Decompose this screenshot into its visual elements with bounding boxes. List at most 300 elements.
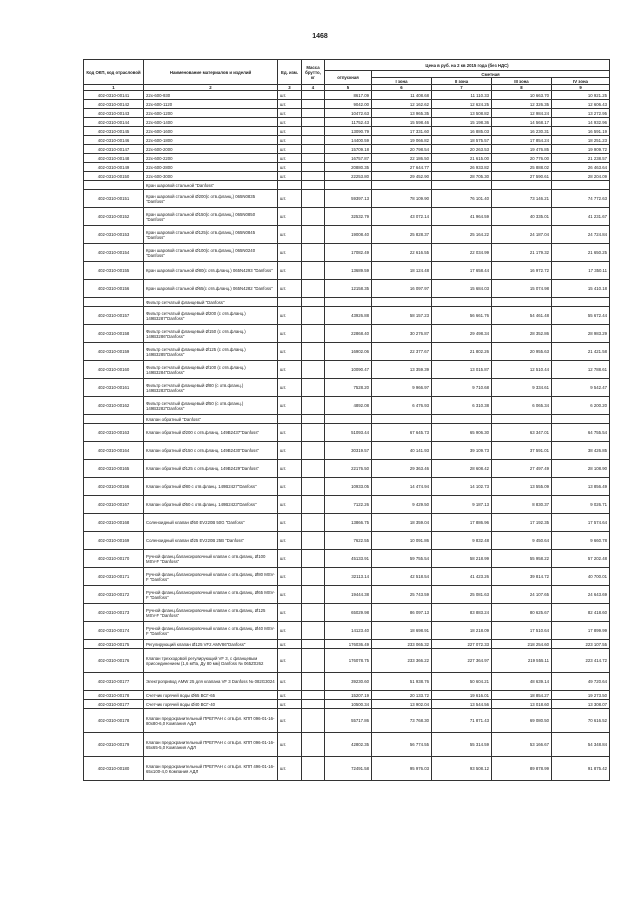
- price-release: 19008.40: [325, 226, 372, 244]
- price-zone3: 19 476.85: [492, 145, 552, 154]
- item-mass: [302, 604, 325, 622]
- empty-cell: [325, 415, 372, 424]
- item-mass: [302, 496, 325, 514]
- item-unit: шт.: [278, 733, 302, 757]
- table-row: [84, 478, 610, 496]
- item-name: Кран шаровой стальной Ø125(с отв.фланц.) 065N0845 "Danfoss": [144, 226, 278, 244]
- item-mass: [302, 118, 325, 127]
- table-row: [84, 691, 610, 700]
- price-zone3: 20 776.00: [492, 154, 552, 163]
- col-index: 1: [84, 85, 144, 91]
- price-zone2: 227 364.97: [432, 649, 492, 673]
- item-name: 22х-600-1200: [144, 109, 278, 118]
- price-release: 22176.50: [325, 460, 372, 478]
- price-zone4: 64 755.54: [552, 424, 610, 442]
- price-zone1: 25 828.37: [372, 226, 432, 244]
- price-zone4: 24 643.69: [552, 586, 610, 604]
- price-zone3: 69 080.50: [492, 709, 552, 733]
- price-zone1: 18 698.91: [372, 622, 432, 640]
- price-zone3: 13 018.60: [492, 700, 552, 709]
- item-unit: шт.: [278, 649, 302, 673]
- price-release: 13689.59: [325, 262, 372, 280]
- header-estimate: Сметная: [372, 71, 610, 78]
- price-zone4: 223 414.72: [552, 649, 610, 673]
- price-zone4: 10 921.25: [552, 91, 610, 100]
- empty-cell: [302, 298, 325, 307]
- table-row: [84, 127, 610, 136]
- item-mass: [302, 361, 325, 379]
- item-mass: [302, 649, 325, 673]
- table-row: [84, 190, 610, 208]
- item-unit: шт.: [278, 163, 302, 172]
- item-unit: шт.: [278, 424, 302, 442]
- price-zone2: 17 886.96: [432, 514, 492, 532]
- price-release: 65029.98: [325, 604, 372, 622]
- item-unit: шт.: [278, 100, 302, 109]
- item-name: Соленоидный клапан Ø50 EV220B 50G "Danfoss": [144, 514, 278, 532]
- price-table-body: [84, 91, 610, 781]
- price-zone3: 53 166.67: [492, 733, 552, 757]
- price-zone2: 17 658.44: [432, 262, 492, 280]
- price-zone1: 78 109.90: [372, 190, 432, 208]
- table-row: [84, 262, 610, 280]
- price-zone3: 12 510.44: [492, 361, 552, 379]
- empty-cell: [325, 298, 372, 307]
- price-release: 16757.87: [325, 154, 372, 163]
- price-zone1: 18 359.04: [372, 514, 432, 532]
- item-code: 402-0310-00149: [84, 163, 144, 172]
- price-release: 10500.34: [325, 700, 372, 709]
- table-row: [84, 604, 610, 622]
- price-release: 176078.75: [325, 649, 372, 673]
- price-zone2: 21 615.00: [432, 154, 492, 163]
- item-unit: шт.: [278, 604, 302, 622]
- price-zone4: 70 616.52: [552, 709, 610, 733]
- item-code: 402-0310-00161: [84, 379, 144, 397]
- price-zone4: 24 724.84: [552, 226, 610, 244]
- price-zone2: 14 102.73: [432, 478, 492, 496]
- price-zone4: 13 856.49: [552, 478, 610, 496]
- price-zone4: 14 932.96: [552, 118, 610, 127]
- item-name: Фильтр сетчатый фланцевый Ø80 (с отв.фланц.) 149В3283"Danfoss": [144, 379, 278, 397]
- price-zone1: 233 366.22: [372, 649, 432, 673]
- item-code: 402-0310-00172: [84, 586, 144, 604]
- price-zone4: 28 204.09: [552, 172, 610, 181]
- price-zone3: 89 878.99: [492, 757, 552, 781]
- price-zone3: 39 814.72: [492, 568, 552, 586]
- price-zone1: 15 598.46: [372, 118, 432, 127]
- header-zone2: II зона: [432, 78, 492, 85]
- item-name: Клапан предохранительный ПРЕГРАН с отв.фл. КПП 496-01-16-65х100-4,0 Компания АДЛ: [144, 757, 278, 781]
- price-zone4: 28 108.90: [552, 460, 610, 478]
- item-name: Фильтр сетчатый фланцевый Ø150 (с отв.фланц.) 149В3286"Danfoss": [144, 325, 278, 343]
- price-zone1: 14 474.94: [372, 478, 432, 496]
- header-name: Наименование материалов и изделий: [144, 60, 278, 85]
- price-release: 22868.40: [325, 325, 372, 343]
- item-unit: шт.: [278, 118, 302, 127]
- price-zone3: 24 187.04: [492, 226, 552, 244]
- item-unit: шт.: [278, 325, 302, 343]
- price-zone2: 16 885.03: [432, 127, 492, 136]
- price-release: 7122.26: [325, 496, 372, 514]
- header-release: отпускная: [325, 71, 372, 85]
- item-mass: [302, 397, 325, 415]
- price-release: 59397.13: [325, 190, 372, 208]
- item-code: 402-0310-00179: [84, 733, 144, 757]
- price-zone2: 11 110.33: [432, 91, 492, 100]
- table-row: [84, 649, 610, 673]
- item-name: Клапан обратный Ø150 с отв.фланц. 149В2430"Danfoss": [144, 442, 278, 460]
- price-zone4: 9 542.47: [552, 379, 610, 397]
- price-zone4: 223 107.55: [552, 640, 610, 649]
- price-release: 4892.08: [325, 397, 372, 415]
- item-name: 22х-600-930: [144, 91, 278, 100]
- price-zone1: 22 616.55: [372, 244, 432, 262]
- section-title: Кран шаровой стальной "Danfoss": [144, 181, 278, 190]
- empty-cell: [372, 415, 432, 424]
- price-release: 8617.09: [325, 91, 372, 100]
- item-name: Ручной фланц.балансировочный клапан с отв.фланц. Ø100 MSV-F "Danfoss": [144, 550, 278, 568]
- section-code-cell: [84, 298, 144, 307]
- item-name: 22х-600-2800: [144, 163, 278, 172]
- price-zone4: 19 273.50: [552, 691, 610, 700]
- price-zone4: 49 720.64: [552, 673, 610, 691]
- price-zone4: 40 700.01: [552, 568, 610, 586]
- price-zone1: 20 133.72: [372, 691, 432, 700]
- price-zone3: 16 972.72: [492, 262, 552, 280]
- price-zone4: 17 899.99: [552, 622, 610, 640]
- item-mass: [302, 673, 325, 691]
- col-index: 9: [552, 85, 610, 91]
- price-zone1: 42 518.54: [372, 568, 432, 586]
- item-code: 402-0310-00157: [84, 307, 144, 325]
- item-unit: шт.: [278, 397, 302, 415]
- item-name: Клапан обратный Ø80 с отв.фланц. 149В2427"Danfoss": [144, 478, 278, 496]
- item-name: Клапан трехходовой регулирующий VF 3, с фланцевым присоединением (1,6 мПа, Ду 80 мм) Danfoss № 065Z0262: [144, 649, 278, 673]
- table-row: [84, 640, 610, 649]
- price-zone2: 25 164.22: [432, 226, 492, 244]
- price-zone1: 233 065.32: [372, 640, 432, 649]
- item-code: 402-0310-00154: [84, 244, 144, 262]
- price-zone2: 18 575.57: [432, 136, 492, 145]
- price-zone1: 11 408.68: [372, 91, 432, 100]
- price-release: 39230.60: [325, 673, 372, 691]
- col-index: 4: [302, 85, 325, 91]
- table-row: [84, 208, 610, 226]
- table-row: [84, 460, 610, 478]
- item-unit: шт.: [278, 136, 302, 145]
- price-zone4: 26 463.64: [552, 163, 610, 172]
- price-zone2: 20 263.53: [432, 145, 492, 154]
- item-name: Кран шаровой стальной Ø65(с отв.фланц.) 065N4282 "Danfoss": [144, 280, 278, 298]
- price-zone1: 18 124.48: [372, 262, 432, 280]
- price-zone3: 6 065.34: [492, 397, 552, 415]
- item-mass: [302, 325, 325, 343]
- price-release: 15207.19: [325, 691, 372, 700]
- price-zone4: 15 410.18: [552, 280, 610, 298]
- price-release: 13866.75: [325, 514, 372, 532]
- table-row: [84, 307, 610, 325]
- item-mass: [302, 127, 325, 136]
- price-release: 10090.47: [325, 361, 372, 379]
- price-zone1: 86 097.13: [372, 604, 432, 622]
- item-unit: шт.: [278, 154, 302, 163]
- item-name: Ручной фланц.балансировочный клапан с отв.фланц. Ø65 MSV-F "Danfoss": [144, 586, 278, 604]
- price-zone1: 27 644.77: [372, 163, 432, 172]
- item-name: Фильтр сетчатый фланцевый Ø200 (с отв.фланц.) 149В3287"Danfoss": [144, 307, 278, 325]
- price-zone1: 25 743.59: [372, 586, 432, 604]
- price-zone2: 15 198.36: [432, 118, 492, 127]
- price-zone4: 55 672.44: [552, 307, 610, 325]
- price-zone2: 93 508.12: [432, 757, 492, 781]
- empty-cell: [432, 181, 492, 190]
- item-mass: [302, 586, 325, 604]
- price-zone1: 30 276.87: [372, 325, 432, 343]
- header-code: Код ОКП, код отрасловой: [84, 60, 144, 85]
- price-release: 14123.40: [325, 622, 372, 640]
- item-mass: [302, 550, 325, 568]
- price-zone4: 21 238.57: [552, 154, 610, 163]
- item-code: 402-0310-00144: [84, 118, 144, 127]
- price-zone2: 41 964.59: [432, 208, 492, 226]
- empty-cell: [552, 415, 610, 424]
- table-row: [84, 136, 610, 145]
- price-zone2: 76 101.40: [432, 190, 492, 208]
- price-zone2: 9 832.48: [432, 532, 492, 550]
- table-row: [84, 586, 610, 604]
- price-zone1: 16 097.97: [372, 280, 432, 298]
- price-zone1: 9 966.97: [372, 379, 432, 397]
- price-release: 16902.06: [325, 343, 372, 361]
- price-release: 45133.91: [325, 550, 372, 568]
- price-zone3: 12 984.24: [492, 109, 552, 118]
- item-unit: шт.: [278, 280, 302, 298]
- price-zone3: 12 326.35: [492, 100, 552, 109]
- item-mass: [302, 568, 325, 586]
- price-zone2: 41 423.26: [432, 568, 492, 586]
- item-name: Клапан обратный Ø50 с отв.фланц. 149В2423"Danfoss": [144, 496, 278, 514]
- empty-cell: [302, 415, 325, 424]
- item-mass: [302, 190, 325, 208]
- price-release: 10472.63: [325, 109, 372, 118]
- col-index: 3: [278, 85, 302, 91]
- item-code: 402-0310-00155: [84, 262, 144, 280]
- price-zone1: 10 091.86: [372, 532, 432, 550]
- price-zone4: 6 200.20: [552, 397, 610, 415]
- item-code: 402-0310-00174: [84, 622, 144, 640]
- table-row: [84, 154, 610, 163]
- item-code: 402-0310-00146: [84, 136, 144, 145]
- table-row: [84, 757, 610, 781]
- empty-cell: [325, 181, 372, 190]
- item-unit: шт.: [278, 496, 302, 514]
- item-unit: шт.: [278, 550, 302, 568]
- price-zone1: 12 162.62: [372, 100, 432, 109]
- price-zone1: 95 976.03: [372, 757, 432, 781]
- price-zone1: 9 429.50: [372, 496, 432, 514]
- item-name: 22х-600-3000: [144, 172, 278, 181]
- price-zone1: 6 476.93: [372, 397, 432, 415]
- item-mass: [302, 172, 325, 181]
- section-title: Клапан обратный "Danfoss": [144, 415, 278, 424]
- price-release: 9042.00: [325, 100, 372, 109]
- price-zone2: 55 314.59: [432, 733, 492, 757]
- item-unit: шт.: [278, 757, 302, 781]
- item-name: Счетчик горячей воды Ø40 ВСГ-40: [144, 700, 278, 709]
- price-release: 32113.14: [325, 568, 372, 586]
- item-unit: шт.: [278, 262, 302, 280]
- table-row: [84, 118, 610, 127]
- price-release: 30319.57: [325, 442, 372, 460]
- item-name: Клапан предохранительный ПРЕГРАН с отв.фл. КПП 096-01-16-80х80-6,0 Компания АДЛ: [144, 709, 278, 733]
- price-release: 32532.79: [325, 208, 372, 226]
- price-zone3: 18 854.27: [492, 691, 552, 700]
- item-name: Кран шаровой стальной Ø150(с отв.фланц.) 065N0850 "Danfoss": [144, 208, 278, 226]
- item-name: Кран шаровой стальной Ø100(с отв.фланц.) 065N0240 "Danfoss": [144, 244, 278, 262]
- price-release: 176036.49: [325, 640, 372, 649]
- price-zone2: 29 498.34: [432, 325, 492, 343]
- item-unit: шт.: [278, 673, 302, 691]
- price-zone3: 27 497.49: [492, 460, 552, 478]
- empty-cell: [278, 181, 302, 190]
- price-zone1: 13 965.35: [372, 109, 432, 118]
- price-zone3: 20 955.63: [492, 343, 552, 361]
- item-unit: шт.: [278, 343, 302, 361]
- price-zone3: 15 074.98: [492, 280, 552, 298]
- price-zone1: 22 377.67: [372, 343, 432, 361]
- item-name: Ручной фланц.балансировочный клапан с отв.фланц. Ø40 MSV-F "Danfoss": [144, 622, 278, 640]
- table-row: [84, 709, 610, 733]
- section-row: [84, 415, 610, 424]
- item-code: 402-0310-00153: [84, 226, 144, 244]
- price-zone4: 54 348.84: [552, 733, 610, 757]
- item-mass: [302, 460, 325, 478]
- price-zone4: 9 026.71: [552, 496, 610, 514]
- empty-cell: [278, 298, 302, 307]
- section-code-cell: [84, 181, 144, 190]
- section-row: [84, 181, 610, 190]
- col-index: 7: [432, 85, 492, 91]
- price-zone3: 17 192.35: [492, 514, 552, 532]
- item-code: 402-0310-00176: [84, 649, 144, 673]
- price-zone2: 83 883.24: [432, 604, 492, 622]
- item-code: 402-0310-00147: [84, 145, 144, 154]
- item-name: Кран шаровой стальной Ø200(с отв.фланц.) 065N0835 "Danfoss": [144, 190, 278, 208]
- table-row: [84, 100, 610, 109]
- item-name: Клапан предохранительный ПРЕГРАН с отв.фл. КПП 096-01-16-65х65-5,0 Компания АДЛ: [144, 733, 278, 757]
- item-unit: шт.: [278, 307, 302, 325]
- price-zone1: 56 774.55: [372, 733, 432, 757]
- section-row: [84, 298, 610, 307]
- table-row: [84, 442, 610, 460]
- item-mass: [302, 379, 325, 397]
- price-zone2: 13 015.87: [432, 361, 492, 379]
- price-zone1: 43 072.14: [372, 208, 432, 226]
- item-mass: [302, 262, 325, 280]
- price-zone4: 91 875.42: [552, 757, 610, 781]
- item-unit: шт.: [278, 190, 302, 208]
- price-release: 72491.58: [325, 757, 372, 781]
- price-zone4: 9 660.78: [552, 532, 610, 550]
- item-unit: шт.: [278, 478, 302, 496]
- price-zone3: 37 591.01: [492, 442, 552, 460]
- price-zone4: 17 350.11: [552, 262, 610, 280]
- item-code: 402-0310-00178: [84, 709, 144, 733]
- empty-cell: [552, 181, 610, 190]
- price-zone4: 38 426.85: [552, 442, 610, 460]
- price-zone3: 48 639.14: [492, 673, 552, 691]
- price-zone3: 63 347.01: [492, 424, 552, 442]
- item-name: Фильтр сетчатый фланцевый Ø100 (с отв.фланц.) 149В3284"Danfoss": [144, 361, 278, 379]
- empty-cell: [492, 298, 552, 307]
- price-zone2: 56 661.76: [432, 307, 492, 325]
- item-code: 402-0310-00173: [84, 604, 144, 622]
- price-release: 13090.79: [325, 127, 372, 136]
- item-name: Ручной фланц.балансировочный клапан с отв.фланц. Ø80 MSV-F "Danfoss": [144, 568, 278, 586]
- item-mass: [302, 709, 325, 733]
- price-release: 7528.20: [325, 379, 372, 397]
- price-zone3: 13 555.09: [492, 478, 552, 496]
- price-zone3: 9 450.64: [492, 532, 552, 550]
- item-mass: [302, 532, 325, 550]
- price-release: 14400.59: [325, 136, 372, 145]
- price-zone4: 41 231.67: [552, 208, 610, 226]
- price-zone1: 13 359.39: [372, 361, 432, 379]
- item-name: Фильтр сетчатый фланцевый Ø50 (с отв.фланц.) 149В3282"Danfoss": [144, 397, 278, 415]
- price-zone1: 20 798.54: [372, 145, 432, 154]
- item-mass: [302, 640, 325, 649]
- header-zone4: IV зона: [552, 78, 610, 85]
- price-release: 51093.44: [325, 424, 372, 442]
- price-release: 42802.35: [325, 733, 372, 757]
- price-release: 55717.86: [325, 709, 372, 733]
- item-code: 402-0310-00152: [84, 208, 144, 226]
- price-zone4: 12 606.43: [552, 100, 610, 109]
- table-row: [84, 145, 610, 154]
- price-zone4: 28 983.29: [552, 325, 610, 343]
- item-name: Счетчик горячей воды Ø65 ВСГ-65: [144, 691, 278, 700]
- price-zone4: 74 772.63: [552, 190, 610, 208]
- table-row: [84, 109, 610, 118]
- price-zone1: 17 331.60: [372, 127, 432, 136]
- price-zone4: 21 650.25: [552, 244, 610, 262]
- table-row: [84, 280, 610, 298]
- header-zone3: III зона: [492, 78, 552, 85]
- item-name: Регулирующий клапан Ø125 VF2 AMV86"Danfoss": [144, 640, 278, 649]
- col-index: 6: [372, 85, 432, 91]
- col-index: 5: [325, 85, 372, 91]
- item-mass: [302, 478, 325, 496]
- item-code: 402-0310-00150: [84, 172, 144, 181]
- item-mass: [302, 154, 325, 163]
- table-row: [84, 397, 610, 415]
- price-zone3: 73 146.21: [492, 190, 552, 208]
- section-title: Фильтр сетчатый фланцевый "Danfoss": [144, 298, 278, 307]
- empty-cell: [372, 181, 432, 190]
- price-zone4: 17 574.64: [552, 514, 610, 532]
- price-release: 15709.18: [325, 145, 372, 154]
- item-mass: [302, 109, 325, 118]
- item-code: 402-0310-00177: [84, 700, 144, 709]
- item-name: 22х-600-1800: [144, 136, 278, 145]
- col-index: 8: [492, 85, 552, 91]
- price-release: 11752.43: [325, 118, 372, 127]
- item-unit: шт.: [278, 460, 302, 478]
- item-mass: [302, 163, 325, 172]
- price-zone3: 21 179.32: [492, 244, 552, 262]
- price-zone4: 57 202.48: [552, 550, 610, 568]
- table-row: [84, 622, 610, 640]
